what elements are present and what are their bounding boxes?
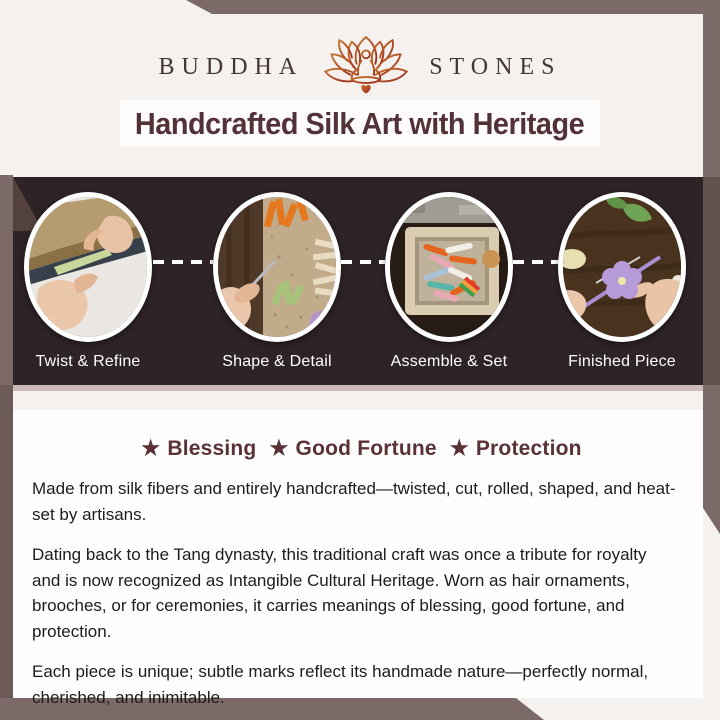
brand-word-right: STONES — [429, 53, 562, 80]
process-band — [13, 177, 703, 385]
step-label: Twist & Refine — [35, 353, 141, 370]
paragraph-materials: Made from silk fibers and entirely handcrafted—twisted, cut, rolled, shaped, and heat-set by artisans. — [32, 479, 676, 524]
box-of-silk-pieces-photo — [385, 192, 513, 342]
shaping-silk-pieces-photo — [213, 192, 341, 342]
lotus-meditation-icon — [319, 34, 413, 100]
benefits-line — [13, 436, 703, 461]
star-icon: ★ — [269, 437, 289, 460]
frame-top-bar — [0, 0, 720, 14]
star-icon: ★ — [141, 437, 161, 460]
step-twist-refine — [13, 192, 163, 371]
step-finished-piece — [547, 192, 697, 371]
step-label: Assemble & Set — [390, 353, 508, 370]
description-panel — [13, 410, 703, 707]
brand-word-left: BUDDHA — [158, 53, 304, 80]
brand-header — [0, 34, 720, 100]
benefit-protection: Protection — [475, 437, 582, 460]
paragraph-uniqueness: Each piece is unique; subtle marks reflect its handmade nature—perfectly normal, cherished, and inimitable. — [32, 662, 649, 707]
star-icon: ★ — [449, 437, 469, 460]
title-band — [120, 100, 600, 147]
benefit-good-fortune: Good Fortune — [295, 437, 437, 460]
page-title: Handcrafted Silk Art with Heritage — [135, 105, 585, 141]
benefit-blessing: Blessing — [167, 437, 257, 460]
frame-left-strip — [0, 175, 13, 720]
step-shape-detail — [202, 192, 352, 371]
step-label: Finished Piece — [568, 353, 676, 370]
band-bottom-shadow — [13, 385, 703, 391]
purple-silk-flower-photo — [558, 192, 686, 342]
paragraph-heritage: Dating back to the Tang dynasty, this traditional craft was once a tribute for royalty and is now recognized as Intangible Cultural Heritage. Worn as hair ornaments, brooches, or for ceremonies, it carries meanings of blessing, good fortune, and protection. — [32, 545, 647, 641]
step-label: Shape & Detail — [222, 353, 332, 370]
step-assemble-set — [374, 192, 524, 371]
hands-twisting-silk-photo — [24, 192, 152, 342]
